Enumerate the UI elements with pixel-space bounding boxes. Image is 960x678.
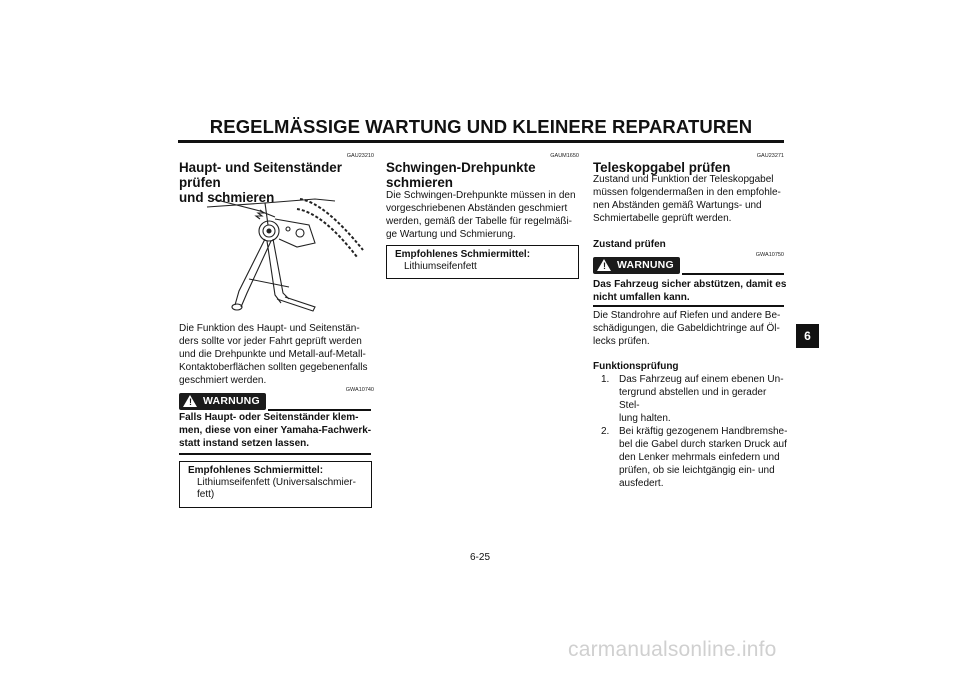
warning-header	[179, 393, 371, 413]
page-header-title: REGELMÄSSIGE WARTUNG UND KLEINERE REPARATUREN	[209, 116, 753, 137]
stand-paragraph: Die Funktion des Haupt- und Seitenstän- ders sollte vor jeder Fahrt geprüft werden und die Drehpunkte und Metall-auf-Metall- Kontaktoberflächen sollten gegebenenfalls geschmiert werden.	[179, 323, 368, 386]
list-item: 1. Das Fahrzeug auf einem ebenen Un- tergrund abstellen und in gerader Stel- lung halten.	[601, 374, 784, 424]
warning-header	[593, 257, 784, 277]
subhead-function: Funktionsprüfung	[593, 361, 679, 372]
watermark-link[interactable]: carmanualsonline.info	[568, 638, 777, 661]
section-code: GAUM1650	[550, 153, 579, 159]
fork-paragraph-2: Die Standrohre auf Riefen und andere Be- schädigungen, die Gabeldichtringe auf Öl- lecks prüfen.	[593, 310, 781, 347]
warning-code: GWA10750	[755, 252, 784, 258]
warning-bottom-rule	[179, 453, 371, 455]
stand-illustration	[205, 195, 370, 315]
section-code: GAU23271	[756, 153, 784, 159]
warning-bottom-rule	[593, 305, 784, 307]
header-rule	[178, 140, 784, 143]
page-number: 6-25	[469, 552, 490, 563]
section-title-fork: Teleskopgabel prüfen	[593, 160, 731, 175]
fork-paragraph: Zustand und Funktion der Teleskopgabel müssen folgendermaßen in den empfohle- nen Abständen gemäß Wartungs- und Schmiertabelle geprüft werden.	[593, 174, 781, 224]
warning-text: Das Fahrzeug sicher abstützen, damit es nicht umfallen kann.	[593, 279, 787, 303]
section-title-stand: Haupt- und Seitenständer prüfen und schmieren	[179, 160, 342, 205]
warning-badge: ! WARNUNG	[593, 257, 680, 274]
warning-text: Falls Haupt- oder Seitenständer klem- men, diese von einer Yamaha-Fachwerk- statt instand setzen lassen.	[179, 412, 372, 449]
chapter-tab[interactable]: 6	[796, 324, 819, 348]
swingarm-paragraph: Die Schwingen-Drehpunkte müssen in den vorgeschriebenen Abständen geschmiert werden, gemäß der Tabelle für regelmäßi- ge Wartung und Schmierung.	[386, 190, 576, 240]
subhead-condition: Zustand prüfen	[593, 239, 666, 250]
warning-code: GWA10740	[345, 387, 374, 393]
section-code: GAU23210	[346, 153, 374, 159]
lubricant-box: Empfohlenes Schmiermittel: Lithiumseifenfett	[386, 245, 579, 279]
lubricant-box: Empfohlenes Schmiermittel: Lithiumseifenfett (Universalschmier- fett)	[179, 461, 372, 508]
list-item: 2. Bei kräftig gezogenem Handbremshe- bel die Gabel durch starken Druck auf den Lenker mehrmals einfedern und prüfen, ob sie leichtgängig ein- und ausfedert.	[601, 426, 788, 489]
section-title-swingarm: Schwingen-Drehpunkte schmieren	[386, 160, 536, 190]
warning-badge: ! WARNUNG	[179, 393, 266, 410]
stand-drawing	[207, 199, 363, 311]
steps-list	[593, 373, 789, 490]
